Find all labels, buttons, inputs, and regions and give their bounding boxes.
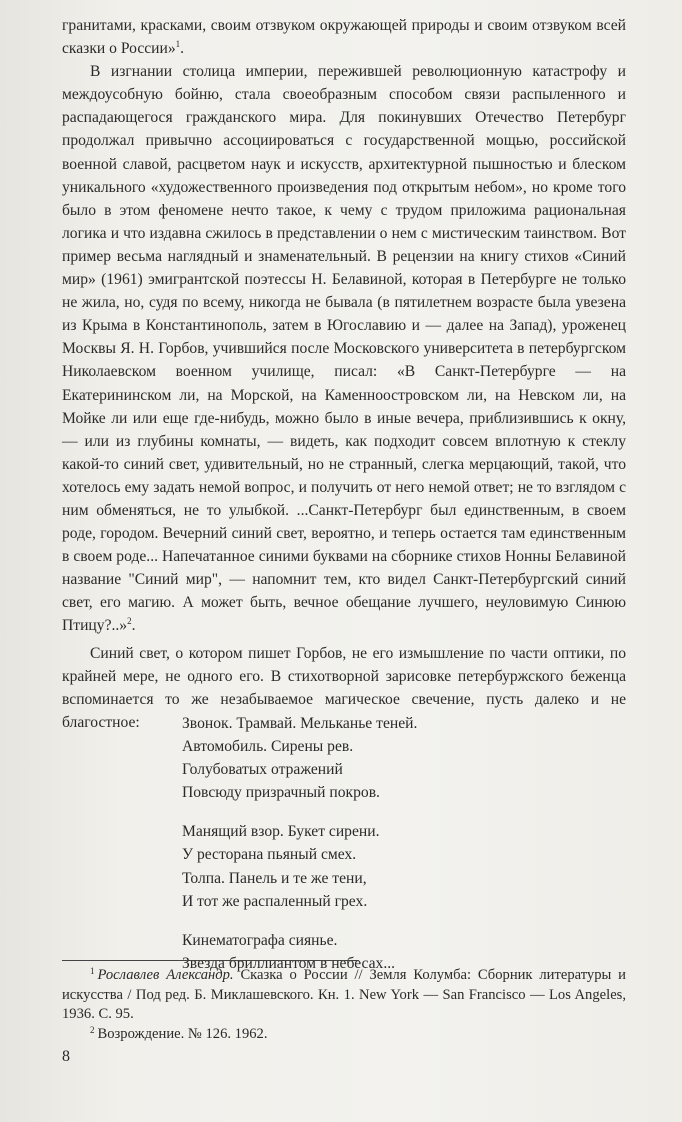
footnote-mark: 1: [90, 966, 95, 976]
poem-stanza: [182, 820, 622, 912]
poem-line: Звонок. Трамвай. Мельканье теней.: [182, 715, 418, 732]
footnote: [62, 1025, 626, 1045]
footnote-ref: 2: [127, 616, 132, 627]
footnote-author: Рославлев Александр.: [97, 967, 234, 983]
poem-line: Повсюду призрачный покров.: [182, 784, 380, 802]
poem-line: Автомобиль. Сирены рев.: [182, 738, 354, 756]
footnotes: [62, 966, 626, 1044]
poem-line: И тот же распаленный грех.: [182, 892, 368, 910]
poem-line: У ресторана пьяный смех.: [182, 846, 357, 864]
footnote-divider: [62, 960, 359, 961]
footnote: [62, 966, 626, 1025]
poem-line: Манящий взор. Букет сирени.: [182, 823, 380, 841]
paragraph-petersburg: В изгнании столица империи, пережившей революционную катастрофу и междоусобную бойню, стала своеобразным способом связи распыленного и распадающегося гражданского мира. Для покинувших Отечество Петербург продолжал привычно ассоциироваться с государственной мощью, российской военной славой, расцветом наук и искусств, архитектурной пышностью и блеском уникального «художественного произведения под открытым небом», но кроме того было в этом феномене нечто такое, к чему с трудом приложима рациональная логика и что издавна сжилось в представлении о нем с мистическим таинством. Вот пример весьма наглядный и знаменательный. В рецензии на книгу стихов «Синий мир» (1961) эмигрантской поэтессы Н. Белавиной, которая в Петербурге не только не жила, но, судя по всему, никогда не бывала (в пятилетнем возрасте была увезена из Крыма в Константинополь, затем в Югославию и — далее на Запад), уроженец Москвы Я. Н. Горбов, учившийся после Московского университета в петербургском Николаевском военном училище, писал: «В Санкт-Петербурге — на Екатерининском ли, на Морской, на Каменноостровском ли, на Невском ли, на Мойке ли или еще где-нибудь, можно было в иные вечера, приблизившись к окну, — или из глубины комнаты, — видеть, как подходит совсем вплотную к стеклу какой-то синий свет, удивительный, но не странный, слегка мерцающий, такой, что хотелось ему задать немой вопрос, и получить от него немой ответ; не то взглядом с ним обменяться, не то улыбкой. ...Санкт-Петербург был единственным, в своем роде, городом. Вечерний синий свет, вероятно, и теперь остается там единственным в своем роде... Напечатанное синими буквами на сборнике стихов Нонны Белавиной название "Синий мир", — напомнит тем, кто видел Санкт-Петербургский синий свет, его магию. А может быть, вечное обещание лучшего, неуловимую Синюю Птицу?..»$^2$.: [62, 63, 626, 635]
paragraph-text: В изгнании столица империи, пережившей революционную катастрофу и междоусобную бойню, стала своеобразным способом связи распыленного и распадающегося гражданского мира. Для покинувших Отечество Петербург продолжал привычно ассоциироваться с государственной мощью, российской военной славой, расцветом наук и искусств, архитектурной пышностью и блеском уникального «художественного произведения под открытым небом», но кроме того было в этом феномене нечто такое, к чему с трудом приложима рациональная логика и что издавна сжилось в представлении о нем с мистическим таинством. Вот пример весьма наглядный и знаменательный. В рецензии на книгу стихов «Синий мир» (1961) эмигрантской поэтессы Н. Белавиной, которая в Петербурге не только не жила, но, судя по всему, никогда не бывала (в пятилетнем возрасте была увезена из Крыма в Константинополь, затем в Югославию и — далее на Запад), уроженец Москвы Я. Н. Горбов, учившийся после Московского университета в петербургском Николаевском военном училище, писал: «В Санкт-Петербурге — на Екатерининском ли, на Морской, на Каменноостровском ли, на Невском ли, на Мойке ли или еще где-нибудь, можно было в иные вечера, приблизившись к окну, — или из глубины комнаты, — видеть, как подходит совсем вплотную к стеклу какой-то синий свет, удивительный, но не странный, слегка мерцающий, такой, что хотелось ему задать немой вопрос, и получить от него немой ответ; не то взглядом с ним обменяться, не то улыбкой. ...Санкт-Петербург был единственным, в своем роде, городом. Вечерний синий свет, вероятно, и теперь остается там единственным в своем роде... Напечатанное синими буквами на сборнике стихов Нонны Белавиной название "Синий мир", — напомнит тем, кто видел Санкт-Петербургский синий свет, его магию. А может быть, вечное обещание лучшего, неуловимую Синюю Птицу?..»: [62, 63, 626, 635]
paragraph-text: гранитами, красками, своим отзвуком окружающей природы и своим отзвуком всей сказки о России»: [62, 17, 626, 58]
footnote-text: Сказка о России // Земля Колумба: Сборник литературы и искусства / Под ред. Б. Миклашевского. Кн. 1. New York — San Francisco — Los Angeles, 1936. С. 95.: [62, 967, 626, 1022]
page-number: 8: [62, 1048, 70, 1065]
poem-line: Кинематографа сиянье.: [182, 931, 338, 949]
poem: [182, 712, 622, 991]
poem-line: Звезда бриллиантом в небесах...: [182, 954, 396, 972]
footnote-mark: 2: [90, 1024, 95, 1035]
poem-stanza: [182, 712, 622, 804]
paragraph-text: Синий свет, о котором пишет Горбов, не его измышление по части оптики, по крайней мере, не одного его. В стихотворной зарисовке петербуржского беженца вспоминается то же незабываемое магическое свечение, пусть далеко и не благостное:: [62, 644, 626, 731]
poem-line: Толпа. Панель и те же тени,: [182, 869, 367, 887]
poem-line: Голубоватых отражений: [182, 761, 343, 779]
main-text: [62, 14, 626, 734]
footnote-ref: 1: [175, 39, 181, 50]
paragraph-continuation: гранитами, красками, своим отзвуком окружающей природы и своим отзвуком всей сказки о России»$^1$.: [62, 17, 626, 58]
footnote-text: Возрождение. № 126. 1962.: [97, 1025, 268, 1042]
